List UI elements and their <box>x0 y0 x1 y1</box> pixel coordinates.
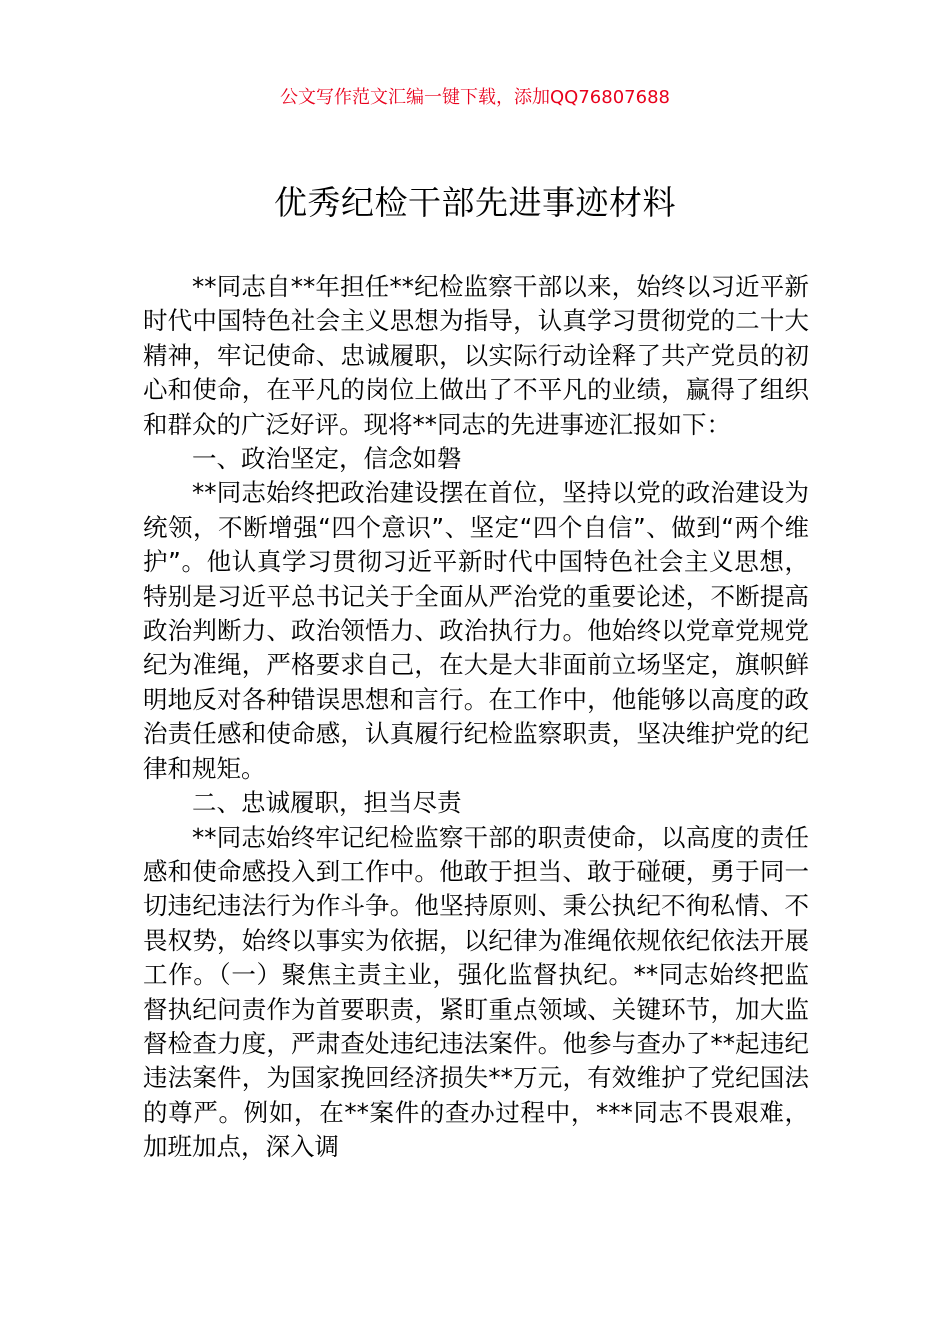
section-heading-2: 二、忠诚履职，担当尽责 <box>192 788 462 818</box>
document-title: 优秀纪检干部先进事迹材料 <box>274 183 676 222</box>
paragraph-section-1: **同志始终把政治建设摆在首位，坚持以党的政治建设为统领，不断增强“四个意识”、坚定“四个自信”、做到“两个维护”。他认真学习贯彻习近平新时代中国特色社会主义思想，特别是习近平总书记关于全面从严治党的重要论述，不断提高政治判断力、政治领悟力、政治执行力。他始终以党章党规党纪为准绳，严格要求自己，在大是大非面前立场坚定，旗帜鲜明地反对各种错误思想和言行。在工作中，他能够以高度的政治责任感和使命感，认真履行纪检监察职责，坚决维护党的纪律和规矩。 <box>143 478 809 783</box>
document-body <box>143 270 809 1165</box>
paragraph-intro: **同志自**年担任**纪检监察干部以来，始终以习近平新时代中国特色社会主义思想为指导，认真学习贯彻党的二十大精神，牢记使命、忠诚履职，以实际行动诠释了共产党员的初心和使命，在平凡的岗位上做出了不平凡的业绩，赢得了组织和群众的广泛好评。现将**同志的先进事迹汇报如下： <box>143 272 809 439</box>
section-heading-1: 一、政治坚定，信念如磐 <box>192 444 462 474</box>
download-banner: 公文写作范文汇编一键下载，添加QQ76807688 <box>280 87 670 108</box>
paragraph-section-2: **同志始终牢记纪检监察干部的职责使命，以高度的责任感和使命感投入到工作中。他敢于担当、敢于碰硬，勇于同一切违纪违法行为作斗争。他坚持原则、秉公执纪不徇私情、不畏权势，始终以事实为依据，以纪律为准绳依规依纪依法开展工作。（一）聚焦主责主业，强化监督执纪。**同志始终把监督执纪问责作为首要职责，紧盯重点领域、关键环节，加大监督检查力度，严肃查处违纪违法案件。他参与查办了**起违纪违法案件，为国家挽回经济损失**万元，有效维护了党纪国法的尊严。例如，在**案件的查办过程中，***同志不畏艰难，加班加点，深入调 <box>143 822 809 1162</box>
